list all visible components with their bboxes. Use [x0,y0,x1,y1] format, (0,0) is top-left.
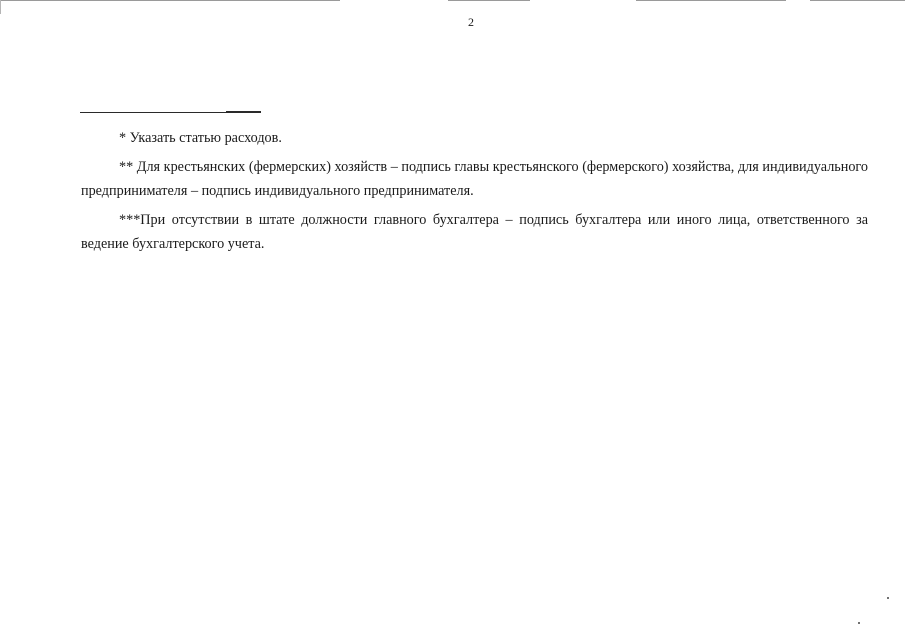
footnote-farm-signature: ** Для крестьянских (фермерских) хозяйств – подпись главы крестьянского (фермерского) хозяйства, для индивидуального предпринимателя – подпись индивидуального предпринимателя. [81,159,868,199]
footnote-accountant-signature: ***При отсутствии в штате должности главного бухгалтера – подпись бухгалтера или иного лица, ответственного за ведение бухгалтерского учета. [81,212,868,252]
scan-edge-line [810,0,905,1]
footnote-expense-item: * Указать статью расходов. [119,130,282,146]
scan-edge-line [0,0,340,1]
footnotes-block [81,126,868,261]
footnote-separator-mark [226,111,261,113]
scan-speck [887,597,889,599]
scan-edge-line [0,0,1,14]
scan-speck [858,622,860,624]
page-number: 2 [468,15,474,29]
scan-edge-line [448,0,530,1]
scan-edge-line [636,0,786,1]
